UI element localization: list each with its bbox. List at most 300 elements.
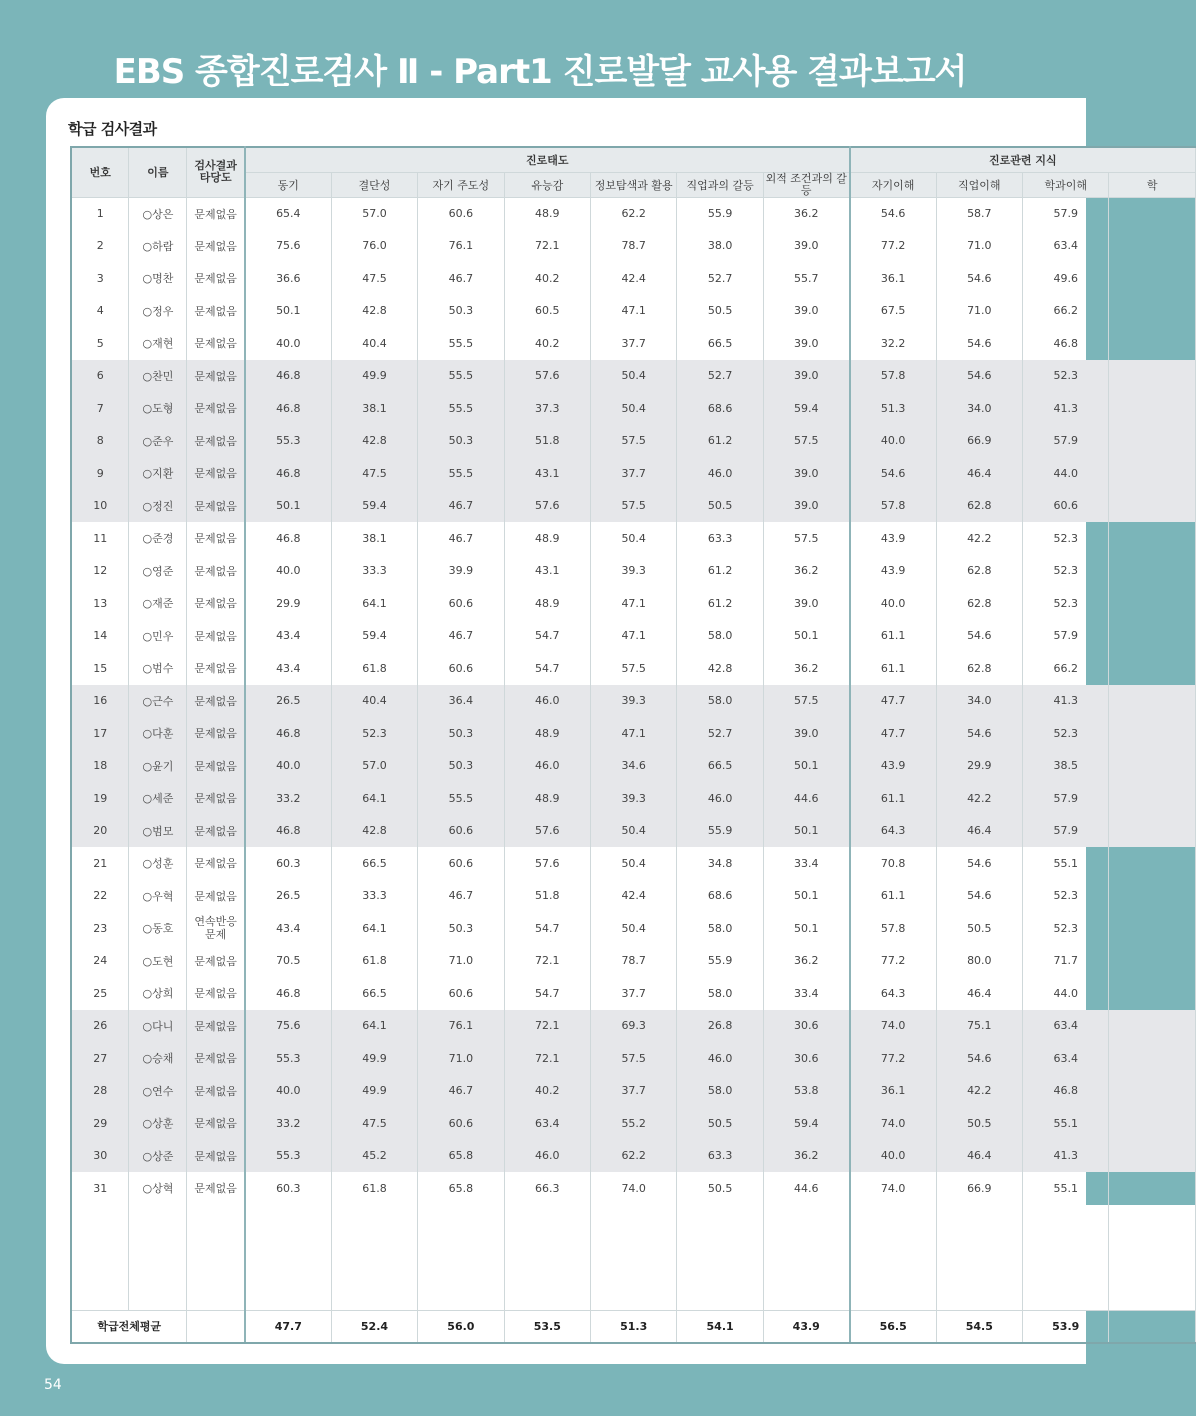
score-cell [1109, 912, 1196, 945]
score-cell: 39.3 [590, 685, 676, 718]
average-value: 52.4 [331, 1311, 417, 1343]
table-row [71, 1075, 1196, 1108]
score-cell: 66.9 [936, 425, 1022, 458]
score-cell: 50.5 [677, 1172, 763, 1205]
score-cell: 65.4 [245, 197, 331, 230]
score-cell: 40.2 [504, 262, 590, 295]
validity-status: 문제없음 [187, 327, 245, 360]
score-cell: 44.0 [1023, 457, 1109, 490]
score-cell: 63.4 [1023, 230, 1109, 263]
score-cell: 57.8 [850, 490, 936, 523]
student-name: ○도현 [129, 945, 187, 978]
score-cell: 66.5 [677, 750, 763, 783]
score-cell: 41.3 [1023, 392, 1109, 425]
student-name: ○상훈 [129, 1107, 187, 1140]
score-cell [1109, 1140, 1196, 1173]
student-name: ○찬민 [129, 360, 187, 393]
score-cell: 66.3 [504, 1172, 590, 1205]
score-cell: 50.3 [418, 750, 504, 783]
validity-status: 문제없음 [187, 490, 245, 523]
score-cell: 60.3 [245, 847, 331, 880]
score-cell: 71.0 [418, 1042, 504, 1075]
score-cell: 38.1 [331, 392, 417, 425]
score-cell: 64.1 [331, 912, 417, 945]
score-cell: 42.2 [936, 782, 1022, 815]
student-name: ○윤기 [129, 750, 187, 783]
validity-status: 문제없음 [187, 1042, 245, 1075]
score-cell: 63.3 [677, 1140, 763, 1173]
score-cell [1109, 555, 1196, 588]
score-cell: 50.3 [418, 425, 504, 458]
score-cell: 54.6 [936, 847, 1022, 880]
average-value: 43.9 [763, 1311, 849, 1343]
score-cell: 37.7 [590, 977, 676, 1010]
student-name: ○세준 [129, 782, 187, 815]
score-cell: 50.5 [677, 1107, 763, 1140]
average-value: 51.3 [590, 1311, 676, 1343]
score-cell: 55.9 [677, 945, 763, 978]
score-cell: 30.6 [763, 1042, 849, 1075]
score-cell: 74.0 [850, 1010, 936, 1043]
score-cell: 74.0 [850, 1172, 936, 1205]
validity-status: 문제없음 [187, 230, 245, 263]
score-cell [1109, 1107, 1196, 1140]
score-cell: 29.9 [936, 750, 1022, 783]
score-cell: 54.6 [936, 717, 1022, 750]
score-cell: 62.8 [936, 555, 1022, 588]
score-cell: 30.6 [763, 1010, 849, 1043]
score-cell: 50.1 [763, 750, 849, 783]
empty-cell [677, 1205, 763, 1311]
score-cell [1109, 230, 1196, 263]
score-cell: 47.1 [590, 620, 676, 653]
score-cell: 49.9 [331, 360, 417, 393]
empty-cell [936, 1205, 1022, 1311]
table-row [71, 717, 1196, 750]
score-cell: 42.8 [331, 425, 417, 458]
score-cell: 52.7 [677, 717, 763, 750]
score-cell: 46.7 [418, 490, 504, 523]
score-cell: 53.8 [763, 1075, 849, 1108]
score-cell: 39.0 [763, 717, 849, 750]
score-cell: 64.1 [331, 782, 417, 815]
header-name: 이름 [129, 147, 187, 197]
score-cell: 76.0 [331, 230, 417, 263]
score-cell: 43.1 [504, 555, 590, 588]
score-cell: 61.2 [677, 425, 763, 458]
average-value: 54.5 [936, 1311, 1022, 1343]
score-cell: 57.8 [850, 912, 936, 945]
score-cell: 62.8 [936, 652, 1022, 685]
score-cell: 60.6 [418, 587, 504, 620]
score-cell: 46.0 [504, 1140, 590, 1173]
score-cell: 40.2 [504, 327, 590, 360]
row-number: 17 [71, 717, 129, 750]
score-cell: 36.1 [850, 1075, 936, 1108]
score-cell [1109, 620, 1196, 653]
row-number: 14 [71, 620, 129, 653]
score-cell: 49.9 [331, 1075, 417, 1108]
average-value: 56.0 [418, 1311, 504, 1343]
score-cell: 50.4 [590, 912, 676, 945]
validity-status: 문제없음 [187, 782, 245, 815]
score-cell: 46.7 [418, 620, 504, 653]
score-cell: 68.6 [677, 392, 763, 425]
student-name: ○상혁 [129, 1172, 187, 1205]
empty-cell [418, 1205, 504, 1311]
score-cell: 34.6 [590, 750, 676, 783]
table-row [71, 262, 1196, 295]
score-cell [1109, 685, 1196, 718]
score-cell: 57.9 [1023, 620, 1109, 653]
student-name: ○하람 [129, 230, 187, 263]
score-cell [1109, 880, 1196, 913]
score-cell: 46.8 [245, 717, 331, 750]
score-cell: 46.8 [245, 522, 331, 555]
student-name: ○동호 [129, 912, 187, 945]
score-cell [1109, 782, 1196, 815]
student-name: ○다니 [129, 1010, 187, 1043]
score-cell: 52.7 [677, 262, 763, 295]
score-cell: 46.4 [936, 457, 1022, 490]
section-title: 학급 검사결과 [68, 120, 157, 138]
score-cell: 46.8 [245, 457, 331, 490]
table-row [71, 425, 1196, 458]
score-cell: 77.2 [850, 230, 936, 263]
score-cell: 57.6 [504, 490, 590, 523]
average-value: 47.7 [245, 1311, 331, 1343]
table-row [71, 555, 1196, 588]
score-cell: 65.8 [418, 1140, 504, 1173]
score-cell: 61.8 [331, 652, 417, 685]
score-cell: 64.3 [850, 815, 936, 848]
score-cell [1109, 327, 1196, 360]
score-cell: 77.2 [850, 1042, 936, 1075]
score-cell: 52.3 [331, 717, 417, 750]
score-cell: 57.5 [590, 425, 676, 458]
empty-spacer-row [71, 1205, 1196, 1311]
score-cell: 50.1 [763, 912, 849, 945]
score-cell: 61.8 [331, 945, 417, 978]
score-cell: 60.6 [418, 652, 504, 685]
header-self-direction: 자기 주도성 [418, 172, 504, 197]
score-cell [1109, 490, 1196, 523]
row-number: 31 [71, 1172, 129, 1205]
score-cell: 57.6 [504, 815, 590, 848]
score-cell: 40.4 [331, 327, 417, 360]
score-cell: 58.0 [677, 912, 763, 945]
score-cell: 68.6 [677, 880, 763, 913]
score-cell: 32.2 [850, 327, 936, 360]
empty-cell [763, 1205, 849, 1311]
score-cell: 46.8 [1023, 1075, 1109, 1108]
score-cell: 47.1 [590, 295, 676, 328]
score-cell: 49.9 [331, 1042, 417, 1075]
score-cell: 46.8 [245, 392, 331, 425]
score-cell: 55.1 [1023, 847, 1109, 880]
row-number: 16 [71, 685, 129, 718]
score-cell: 54.6 [936, 620, 1022, 653]
header-validity: 검사결과 타당도 [187, 147, 245, 197]
header-job-understanding: 직업이해 [936, 172, 1022, 197]
score-cell: 46.4 [936, 815, 1022, 848]
empty-cell [1109, 1205, 1196, 1311]
score-cell: 63.4 [1023, 1010, 1109, 1043]
validity-status: 문제없음 [187, 880, 245, 913]
row-number: 30 [71, 1140, 129, 1173]
validity-status: 문제없음 [187, 1107, 245, 1140]
average-value: 53.5 [504, 1311, 590, 1343]
table-row [71, 457, 1196, 490]
table-row [71, 750, 1196, 783]
score-cell: 57.5 [590, 490, 676, 523]
student-name: ○다훈 [129, 717, 187, 750]
student-name: ○승채 [129, 1042, 187, 1075]
score-cell: 46.7 [418, 1075, 504, 1108]
row-number: 29 [71, 1107, 129, 1140]
score-cell: 60.6 [418, 977, 504, 1010]
score-cell: 54.6 [850, 457, 936, 490]
score-cell: 60.6 [418, 197, 504, 230]
score-cell: 63.3 [677, 522, 763, 555]
score-cell: 54.6 [936, 327, 1022, 360]
score-cell: 55.5 [418, 327, 504, 360]
score-cell: 50.5 [936, 1107, 1022, 1140]
score-cell [1109, 425, 1196, 458]
score-cell: 55.3 [245, 1140, 331, 1173]
row-number: 26 [71, 1010, 129, 1043]
score-cell: 55.9 [677, 815, 763, 848]
score-cell: 42.2 [936, 522, 1022, 555]
score-cell: 58.0 [677, 977, 763, 1010]
student-name: ○재준 [129, 587, 187, 620]
score-cell: 36.2 [763, 652, 849, 685]
score-cell: 42.4 [590, 262, 676, 295]
score-cell: 54.7 [504, 977, 590, 1010]
score-cell: 60.6 [418, 847, 504, 880]
score-cell: 47.5 [331, 262, 417, 295]
validity-status: 문제없음 [187, 1172, 245, 1205]
student-name: ○영준 [129, 555, 187, 588]
score-cell: 33.3 [331, 555, 417, 588]
student-name: ○준우 [129, 425, 187, 458]
score-cell: 66.2 [1023, 652, 1109, 685]
score-cell: 60.6 [418, 1107, 504, 1140]
score-cell: 57.9 [1023, 425, 1109, 458]
score-cell: 60.6 [1023, 490, 1109, 523]
score-cell: 50.1 [245, 295, 331, 328]
score-cell: 50.3 [418, 717, 504, 750]
score-cell: 33.4 [763, 847, 849, 880]
score-cell: 41.3 [1023, 1140, 1109, 1173]
score-cell: 48.9 [504, 587, 590, 620]
score-cell: 55.5 [418, 392, 504, 425]
table-row [71, 880, 1196, 913]
table-row [71, 782, 1196, 815]
table-row [71, 1172, 1196, 1205]
score-cell: 36.4 [418, 685, 504, 718]
score-cell: 43.4 [245, 620, 331, 653]
score-cell: 55.5 [418, 782, 504, 815]
score-cell: 33.3 [331, 880, 417, 913]
score-cell: 44.6 [763, 782, 849, 815]
score-cell: 50.4 [590, 815, 676, 848]
score-cell: 39.3 [590, 782, 676, 815]
score-cell: 40.0 [850, 1140, 936, 1173]
score-cell: 39.0 [763, 327, 849, 360]
score-cell: 59.4 [331, 620, 417, 653]
row-number: 1 [71, 197, 129, 230]
empty-cell [331, 1205, 417, 1311]
score-cell: 43.4 [245, 652, 331, 685]
row-number: 13 [71, 587, 129, 620]
score-cell: 61.1 [850, 782, 936, 815]
student-name: ○근수 [129, 685, 187, 718]
score-cell: 61.2 [677, 555, 763, 588]
score-cell: 45.2 [331, 1140, 417, 1173]
score-cell: 38.0 [677, 230, 763, 263]
score-cell: 33.4 [763, 977, 849, 1010]
student-name: ○범수 [129, 652, 187, 685]
score-cell: 42.2 [936, 1075, 1022, 1108]
row-number: 22 [71, 880, 129, 913]
score-cell: 52.3 [1023, 587, 1109, 620]
score-cell [1109, 262, 1196, 295]
empty-cell [129, 1205, 187, 1311]
score-cell: 55.5 [418, 360, 504, 393]
row-number: 15 [71, 652, 129, 685]
table-row [71, 1042, 1196, 1075]
average-value: 53.9 [1023, 1311, 1109, 1343]
score-cell: 54.6 [850, 197, 936, 230]
score-cell: 66.2 [1023, 295, 1109, 328]
validity-status: 연속반응 문제 [187, 912, 245, 945]
header-self-understanding: 자기이해 [850, 172, 936, 197]
validity-status: 문제없음 [187, 392, 245, 425]
score-cell: 51.8 [504, 880, 590, 913]
score-cell: 55.3 [245, 1042, 331, 1075]
table-row [71, 1140, 1196, 1173]
page-title: EBS 종합진로검사 Ⅱ - Part1 진로발달 교사용 결과보고서 [113, 52, 967, 92]
score-cell: 46.7 [418, 880, 504, 913]
score-cell: 50.5 [677, 490, 763, 523]
score-cell: 57.5 [590, 652, 676, 685]
score-cell: 36.2 [763, 555, 849, 588]
score-cell: 48.9 [504, 717, 590, 750]
score-cell [1109, 1172, 1196, 1205]
average-value: 56.5 [850, 1311, 936, 1343]
header-info-search: 정보탐색과 활용 [590, 172, 676, 197]
score-cell [1109, 977, 1196, 1010]
student-name: ○준경 [129, 522, 187, 555]
score-cell: 54.6 [936, 360, 1022, 393]
page-number: 54 [44, 1377, 62, 1393]
score-cell: 77.2 [850, 945, 936, 978]
table-row [71, 327, 1196, 360]
score-cell: 46.8 [1023, 327, 1109, 360]
table-row [71, 847, 1196, 880]
score-cell: 76.1 [418, 230, 504, 263]
table-row [71, 620, 1196, 653]
score-cell: 48.9 [504, 197, 590, 230]
header-motivation: 동기 [245, 172, 331, 197]
score-cell: 54.7 [504, 912, 590, 945]
score-cell: 50.5 [936, 912, 1022, 945]
score-cell: 61.1 [850, 652, 936, 685]
empty-cell [1023, 1205, 1109, 1311]
score-cell: 55.2 [590, 1107, 676, 1140]
score-cell: 55.1 [1023, 1107, 1109, 1140]
score-cell: 40.0 [245, 555, 331, 588]
score-cell: 75.1 [936, 1010, 1022, 1043]
score-cell: 50.1 [763, 815, 849, 848]
score-cell: 46.0 [504, 750, 590, 783]
validity-status: 문제없음 [187, 620, 245, 653]
score-cell: 46.0 [677, 782, 763, 815]
score-cell: 59.4 [763, 392, 849, 425]
score-cell: 75.6 [245, 1010, 331, 1043]
header-group-knowledge: 진로관련 지식 [850, 147, 1196, 172]
score-cell: 40.4 [331, 685, 417, 718]
score-cell: 26.5 [245, 685, 331, 718]
header-job-conflict: 직업과의 갈등 [677, 172, 763, 197]
score-cell: 36.2 [763, 945, 849, 978]
score-cell [1109, 847, 1196, 880]
header-group-attitude: 진로태도 [245, 147, 850, 172]
score-cell: 47.5 [331, 1107, 417, 1140]
score-cell: 57.5 [763, 685, 849, 718]
score-cell: 46.4 [936, 977, 1022, 1010]
score-cell: 42.4 [590, 880, 676, 913]
student-name: ○성훈 [129, 847, 187, 880]
score-cell: 39.0 [763, 230, 849, 263]
score-cell: 54.6 [936, 262, 1022, 295]
score-cell: 55.5 [418, 457, 504, 490]
score-cell: 50.3 [418, 912, 504, 945]
average-label: 학급전체평균 [71, 1311, 187, 1343]
score-cell: 57.5 [590, 1042, 676, 1075]
score-cell: 38.1 [331, 522, 417, 555]
score-cell: 46.8 [245, 815, 331, 848]
score-cell: 50.4 [590, 522, 676, 555]
score-cell: 46.8 [245, 977, 331, 1010]
table-row [71, 360, 1196, 393]
header-major-understanding: 학과이해 [1023, 172, 1109, 197]
score-cell: 71.7 [1023, 945, 1109, 978]
score-cell [1109, 945, 1196, 978]
score-cell: 46.0 [504, 685, 590, 718]
score-cell: 55.9 [677, 197, 763, 230]
score-cell: 60.6 [418, 815, 504, 848]
score-cell: 43.1 [504, 457, 590, 490]
score-cell: 71.0 [936, 295, 1022, 328]
score-cell: 62.8 [936, 490, 1022, 523]
average-value: 54.1 [677, 1311, 763, 1343]
score-cell: 63.4 [504, 1107, 590, 1140]
score-cell: 46.8 [245, 360, 331, 393]
score-cell: 40.0 [245, 1075, 331, 1108]
score-cell: 47.7 [850, 685, 936, 718]
row-number: 5 [71, 327, 129, 360]
score-cell: 52.3 [1023, 522, 1109, 555]
score-cell [1109, 1042, 1196, 1075]
score-cell: 51.3 [850, 392, 936, 425]
average-validity [187, 1311, 245, 1343]
score-cell: 52.3 [1023, 717, 1109, 750]
score-cell [1109, 587, 1196, 620]
score-cell: 40.0 [850, 587, 936, 620]
average-value [1109, 1311, 1196, 1343]
